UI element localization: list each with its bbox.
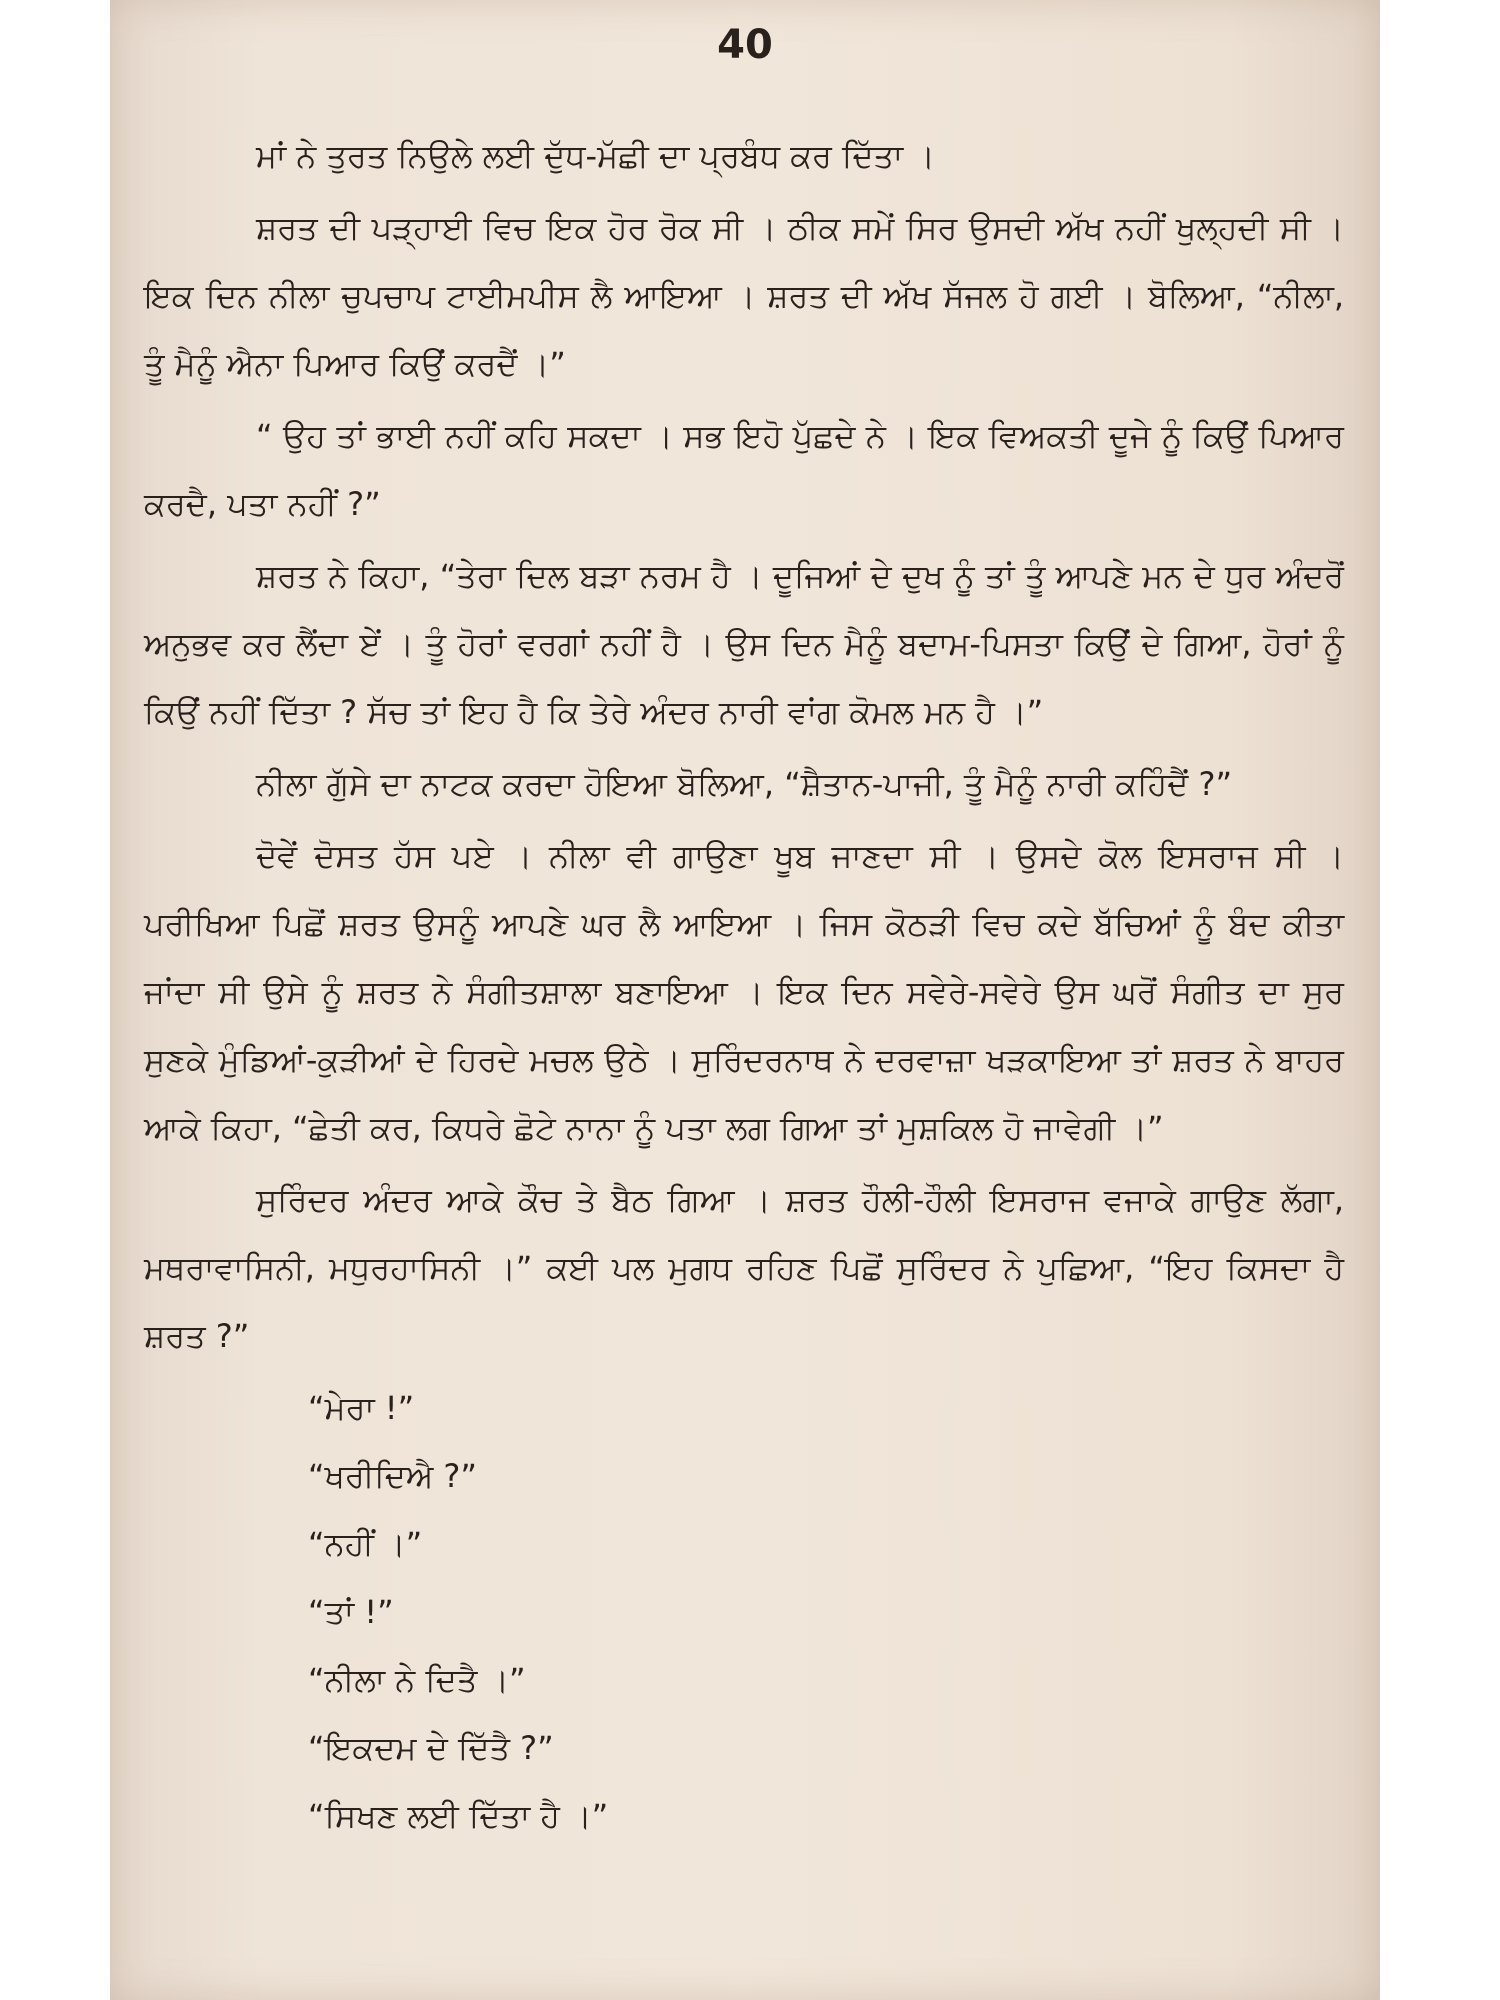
book-page	[110, 0, 1380, 2000]
paragraph-3: “ ਉਹ ਤਾਂ ਭਾਈ ਨਹੀਂ ਕਹਿ ਸਕਦਾ । ਸਭ ਇਹੋ ਪੁੱਛਦੇ ਨੇ । ਇਕ ਵਿਅਕਤੀ ਦੂਜੇ ਨੂੰ ਕਿਉਂ ਪਿਆਰ ਕਰਦੈ, ਪਤਾ ਨਹੀਂ ?”	[144, 417, 1344, 523]
dialogue-line-2: “ਖਰੀਦਿਐ ?”	[308, 1457, 477, 1495]
paragraph-1: ਮਾਂ ਨੇ ਤੁਰਤ ਨਿਉਲੇ ਲਈ ਦੁੱਧ-ਮੱਛੀ ਦਾ ਪ੍ਰਬੰਧ ਕਰ ਦਿੱਤਾ ।	[256, 137, 935, 175]
dialogue-line-6: “ਇਕਦਮ ਦੇ ਦਿੱਤੈ ?”	[308, 1729, 554, 1767]
dialogue-line-1: “ਮੇਰਾ !”	[308, 1389, 415, 1427]
dialogue-line-5: “ਨੀਲਾ ਨੇ ਦਿਤੈ ।”	[308, 1661, 526, 1699]
paragraph-4: ਸ਼ਰਤ ਨੇ ਕਿਹਾ, “ਤੇਰਾ ਦਿਲ ਬੜਾ ਨਰਮ ਹੈ । ਦੂਜਿਆਂ ਦੇ ਦੁਖ ਨੂੰ ਤਾਂ ਤੂੰ ਆਪਣੇ ਮਨ ਦੇ ਧੁਰ ਅੰਦਰੋਂ ਅਨੁਭਵ ਕਰ ਲੈਂਦਾ ਏਂ । ਤੂੰ ਹੋਰਾਂ ਵਰਗਾਂ ਨਹੀਂ ਹੈ । ਉਸ ਦਿਨ ਮੈਨੂੰ ਬਦਾਮ-ਪਿਸਤਾ ਕਿਉਂ ਦੇ ਗਿਆ, ਹੋਰਾਂ ਨੂੰ ਕਿਉਂ ਨਹੀਂ ਦਿੱਤਾ ? ਸੱਚ ਤਾਂ ਇਹ ਹੈ ਕਿ ਤੇਰੇ ਅੰਦਰ ਨਾਰੀ ਵਾਂਗ ਕੋਮਲ ਮਨ ਹੈ ।”	[144, 557, 1344, 731]
dialogue-line-4: “ਤਾਂ !”	[308, 1593, 394, 1631]
paragraph-6: ਦੋਵੇਂ ਦੋਸਤ ਹੱਸ ਪਏ । ਨੀਲਾ ਵੀ ਗਾਉਣਾ ਖੂਬ ਜਾਣਦਾ ਸੀ । ਉਸਦੇ ਕੋਲ ਇਸਰਾਜ ਸੀ । ਪਰੀਖਿਆ ਪਿਛੋਂ ਸ਼ਰਤ ਉਸਨੂੰ ਆਪਣੇ ਘਰ ਲੈ ਆਇਆ । ਜਿਸ ਕੋਠੜੀ ਵਿਚ ਕਦੇ ਬੱਚਿਆਂ ਨੂੰ ਬੰਦ ਕੀਤਾ ਜਾਂਦਾ ਸੀ ਉਸੇ ਨੂੰ ਸ਼ਰਤ ਨੇ ਸੰਗੀਤਸ਼ਾਲਾ ਬਣਾਇਆ । ਇਕ ਦਿਨ ਸਵੇਰੇ-ਸਵੇਰੇ ਉਸ ਘਰੋਂ ਸੰਗੀਤ ਦਾ ਸੁਰ ਸੁਣਕੇ ਮੁੰਡਿਆਂ-ਕੁੜੀਆਂ ਦੇ ਹਿਰਦੇ ਮਚਲ ਉਠੇ । ਸੁਰਿੰਦਰਨਾਥ ਨੇ ਦਰਵਾਜ਼ਾ ਖੜਕਾਇਆ ਤਾਂ ਸ਼ਰਤ ਨੇ ਬਾਹਰ ਆਕੇ ਕਿਹਾ, “ਛੇਤੀ ਕਰ, ਕਿਧਰੇ ਛੋਟੇ ਨਾਨਾ ਨੂੰ ਪਤਾ ਲਗ ਗਿਆ ਤਾਂ ਮੁਸ਼ਕਿਲ ਹੋ ਜਾਵੇਗੀ ।”	[144, 837, 1344, 1147]
page-body	[144, 122, 1344, 1850]
dialogue-line-3: “ਨਹੀਂ ।”	[308, 1525, 423, 1563]
paragraph-7: ਸੁਰਿੰਦਰ ਅੰਦਰ ਆਕੇ ਕੌਚ ਤੇ ਬੈਠ ਗਿਆ । ਸ਼ਰਤ ਹੌਲੀ-ਹੌਲੀ ਇਸਰਾਜ ਵਜਾਕੇ ਗਾਉਣ ਲੱਗਾ, ਮਥਰਾਵਾਸਿਨੀ, ਮਧੁਰਹਾਸਿਨੀ ।” ਕਈ ਪਲ ਮੁਗਧ ਰਹਿਣ ਪਿਛੋਂ ਸੁਰਿੰਦਰ ਨੇ ਪੁਛਿਆ, “ਇਹ ਕਿਸਦਾ ਹੈ ਸ਼ਰਤ ?”	[144, 1181, 1344, 1355]
paragraph-5: ਨੀਲਾ ਗੁੱਸੇ ਦਾ ਨਾਟਕ ਕਰਦਾ ਹੋਇਆ ਬੋਲਿਆ, “ਸ਼ੈਤਾਨ-ਪਾਜੀ, ਤੂੰ ਮੈਨੂੰ ਨਾਰੀ ਕਹਿੰਦੈਂ ?”	[256, 765, 1233, 803]
dialogue-line-7: “ਸਿਖਣ ਲਈ ਦਿੱਤਾ ਹੈ ।”	[308, 1797, 609, 1835]
page-number: 40	[717, 22, 773, 68]
paragraph-2: ਸ਼ਰਤ ਦੀ ਪੜ੍ਹਾਈ ਵਿਚ ਇਕ ਹੋਰ ਰੋਕ ਸੀ । ਠੀਕ ਸਮੇਂ ਸਿਰ ਉਸਦੀ ਅੱਖ ਨਹੀਂ ਖੁਲ੍ਹਦੀ ਸੀ । ਇਕ ਦਿਨ ਨੀਲਾ ਚੁਪਚਾਪ ਟਾਈਮਪੀਸ ਲੈ ਆਇਆ । ਸ਼ਰਤ ਦੀ ਅੱਖ ਸੱਜਲ ਹੋ ਗਈ । ਬੋਲਿਆ, “ਨੀਲਾ, ਤੂੰ ਮੈਨੂੰ ਐਨਾ ਪਿਆਰ ਕਿਉਂ ਕਰਦੈਂ ।”	[144, 209, 1344, 383]
